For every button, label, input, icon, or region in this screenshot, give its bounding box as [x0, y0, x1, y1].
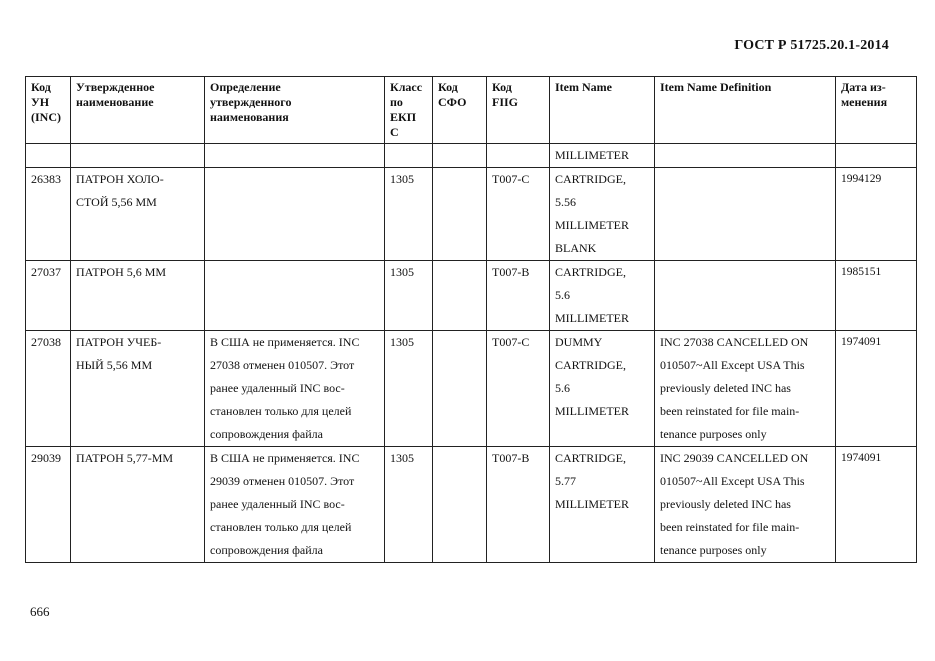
- cell-change-date: 1974091: [836, 331, 917, 447]
- table-header-row: [26, 77, 917, 144]
- table-row-continuation: [26, 144, 917, 168]
- cell-class: 1305: [385, 168, 433, 261]
- cell-line: MILLIMETER: [555, 311, 629, 325]
- cell-inc: 26383: [26, 168, 71, 261]
- cell-line: Определение: [210, 80, 281, 94]
- cell-line: В США не применяется. INC: [210, 451, 360, 465]
- table-row: [26, 168, 917, 261]
- cell-change-date: 1985151: [836, 261, 917, 331]
- cell-approved-name: [71, 261, 205, 331]
- cell-line: ПАТРОН 5,6 ММ: [76, 265, 167, 279]
- cell-item-name-definition: [655, 168, 836, 261]
- cell-line: В США не применяется. INC: [210, 335, 360, 349]
- col-header-sfo: [433, 77, 487, 144]
- col-header-approved-name: [71, 77, 205, 144]
- cell-sfo: [433, 168, 487, 261]
- cell-line: 29039 отменен 010507. Этот: [210, 474, 355, 488]
- cell-line: Item Name Definition: [660, 80, 772, 94]
- table-row: [26, 261, 917, 331]
- cell-approved-name: [71, 331, 205, 447]
- cell-inc: 27038: [26, 331, 71, 447]
- cell-line: становлен только для целей: [210, 520, 352, 534]
- cell-class: 1305: [385, 331, 433, 447]
- cell-change-date: 1974091: [836, 447, 917, 563]
- cell-line: утвержденного: [210, 95, 292, 109]
- cell-item-name: [550, 261, 655, 331]
- cell-line: 5.6: [555, 381, 570, 395]
- cell-line: CARTRIDGE,: [555, 265, 626, 279]
- cell-line: Код: [438, 80, 458, 94]
- cell-line: Дата из-: [841, 80, 886, 94]
- cell-line: ранее удаленный INC вос-: [210, 381, 345, 395]
- document-standard-header: ГОСТ Р 51725.20.1-2014: [734, 38, 889, 53]
- cell-line: УН: [31, 95, 50, 109]
- inc-table: [25, 76, 917, 563]
- cell-line: С: [390, 125, 399, 139]
- page-number: 666: [30, 604, 50, 619]
- cell-line: НЫЙ 5,56 ММ: [76, 358, 153, 372]
- cell-inc: 27037: [26, 261, 71, 331]
- cell-line: по: [390, 95, 403, 109]
- cell-line: previously deleted INC has: [660, 497, 791, 511]
- col-header-class: [385, 77, 433, 144]
- col-header-change-date: [836, 77, 917, 144]
- cell-line: наименование: [76, 95, 154, 109]
- cell-class: 1305: [385, 447, 433, 563]
- cell-line: 010507~All Except USA This: [660, 474, 805, 488]
- cell-inc: 29039: [26, 447, 71, 563]
- cell-line: MILLIMETER: [555, 218, 629, 232]
- cell-item-name-definition: [655, 261, 836, 331]
- cell-item-name: [550, 168, 655, 261]
- cell-line: ПАТРОН УЧЕБ-: [76, 335, 162, 349]
- cell-item-name-definition: [655, 447, 836, 563]
- col-header-fiig: [487, 77, 550, 144]
- cell-line: 5.56: [555, 195, 576, 209]
- cell-line: been reinstated for file main-: [660, 520, 800, 534]
- cell-line: Утвержденное: [76, 80, 155, 94]
- cell-line: 5.6: [555, 288, 570, 302]
- cell-line: наименования: [210, 110, 289, 124]
- cell-line: сопровождения файла: [210, 543, 323, 557]
- table-row: [26, 331, 917, 447]
- cell-line: tenance purposes only: [660, 543, 767, 557]
- cell-change-date: 1994129: [836, 168, 917, 261]
- cell-line: становлен только для целей: [210, 404, 352, 418]
- cell-approved-name: [71, 447, 205, 563]
- cell-item-name: [550, 331, 655, 447]
- continuation-item-name: MILLIMETER: [550, 144, 655, 168]
- cell-item-name-definition: [655, 331, 836, 447]
- cell-line: MILLIMETER: [555, 497, 629, 511]
- cell-name-definition: [205, 331, 385, 447]
- cell-approved-name: [71, 168, 205, 261]
- cell-line: ПАТРОН ХОЛО-: [76, 172, 164, 186]
- cell-fiig: T007-C: [487, 168, 550, 261]
- cell-item-name: [550, 447, 655, 563]
- cell-line: сопровождения файла: [210, 427, 323, 441]
- cell-line: INC 29039 CANCELLED ON: [660, 451, 809, 465]
- cell-name-definition: [205, 261, 385, 331]
- cell-line: менения: [841, 95, 888, 109]
- cell-line: CARTRIDGE,: [555, 451, 626, 465]
- cell-line: (INC): [31, 110, 61, 124]
- table-row: [26, 447, 917, 563]
- cell-line: Код: [492, 80, 512, 94]
- cell-fiig: T007-B: [487, 261, 550, 331]
- cell-line: СФО: [438, 95, 467, 109]
- col-header-item-name: [550, 77, 655, 144]
- cell-line: 27038 отменен 010507. Этот: [210, 358, 355, 372]
- cell-line: ПАТРОН 5,77-ММ: [76, 451, 174, 465]
- cell-line: tenance purposes only: [660, 427, 767, 441]
- cell-name-definition: [205, 447, 385, 563]
- cell-fiig: T007-B: [487, 447, 550, 563]
- col-header-name-definition: [205, 77, 385, 144]
- cell-sfo: [433, 331, 487, 447]
- cell-line: 010507~All Except USA This: [660, 358, 805, 372]
- cell-line: Item Name: [555, 80, 612, 94]
- cell-name-definition: [205, 168, 385, 261]
- cell-line: ЕКП: [390, 110, 417, 124]
- cell-line: СТОЙ 5,56 ММ: [76, 195, 157, 209]
- cell-fiig: T007-C: [487, 331, 550, 447]
- cell-sfo: [433, 447, 487, 563]
- cell-line: ранее удаленный INC вос-: [210, 497, 345, 511]
- cell-class: 1305: [385, 261, 433, 331]
- cell-line: MILLIMETER: [555, 404, 629, 418]
- col-header-item-name-definition: [655, 77, 836, 144]
- cell-line: 5.77: [555, 474, 576, 488]
- cell-sfo: [433, 261, 487, 331]
- cell-line: BLANK: [555, 241, 597, 255]
- cell-line: Код: [31, 80, 51, 94]
- cell-line: CARTRIDGE,: [555, 172, 626, 186]
- cell-line: been reinstated for file main-: [660, 404, 800, 418]
- col-header-inc: [26, 77, 71, 144]
- cell-line: Класс: [390, 80, 423, 94]
- cell-line: DUMMY: [555, 335, 603, 349]
- cell-line: CARTRIDGE,: [555, 358, 626, 372]
- cell-line: previously deleted INC has: [660, 381, 791, 395]
- cell-line: INC 27038 CANCELLED ON: [660, 335, 809, 349]
- cell-line: FIIG: [492, 95, 519, 109]
